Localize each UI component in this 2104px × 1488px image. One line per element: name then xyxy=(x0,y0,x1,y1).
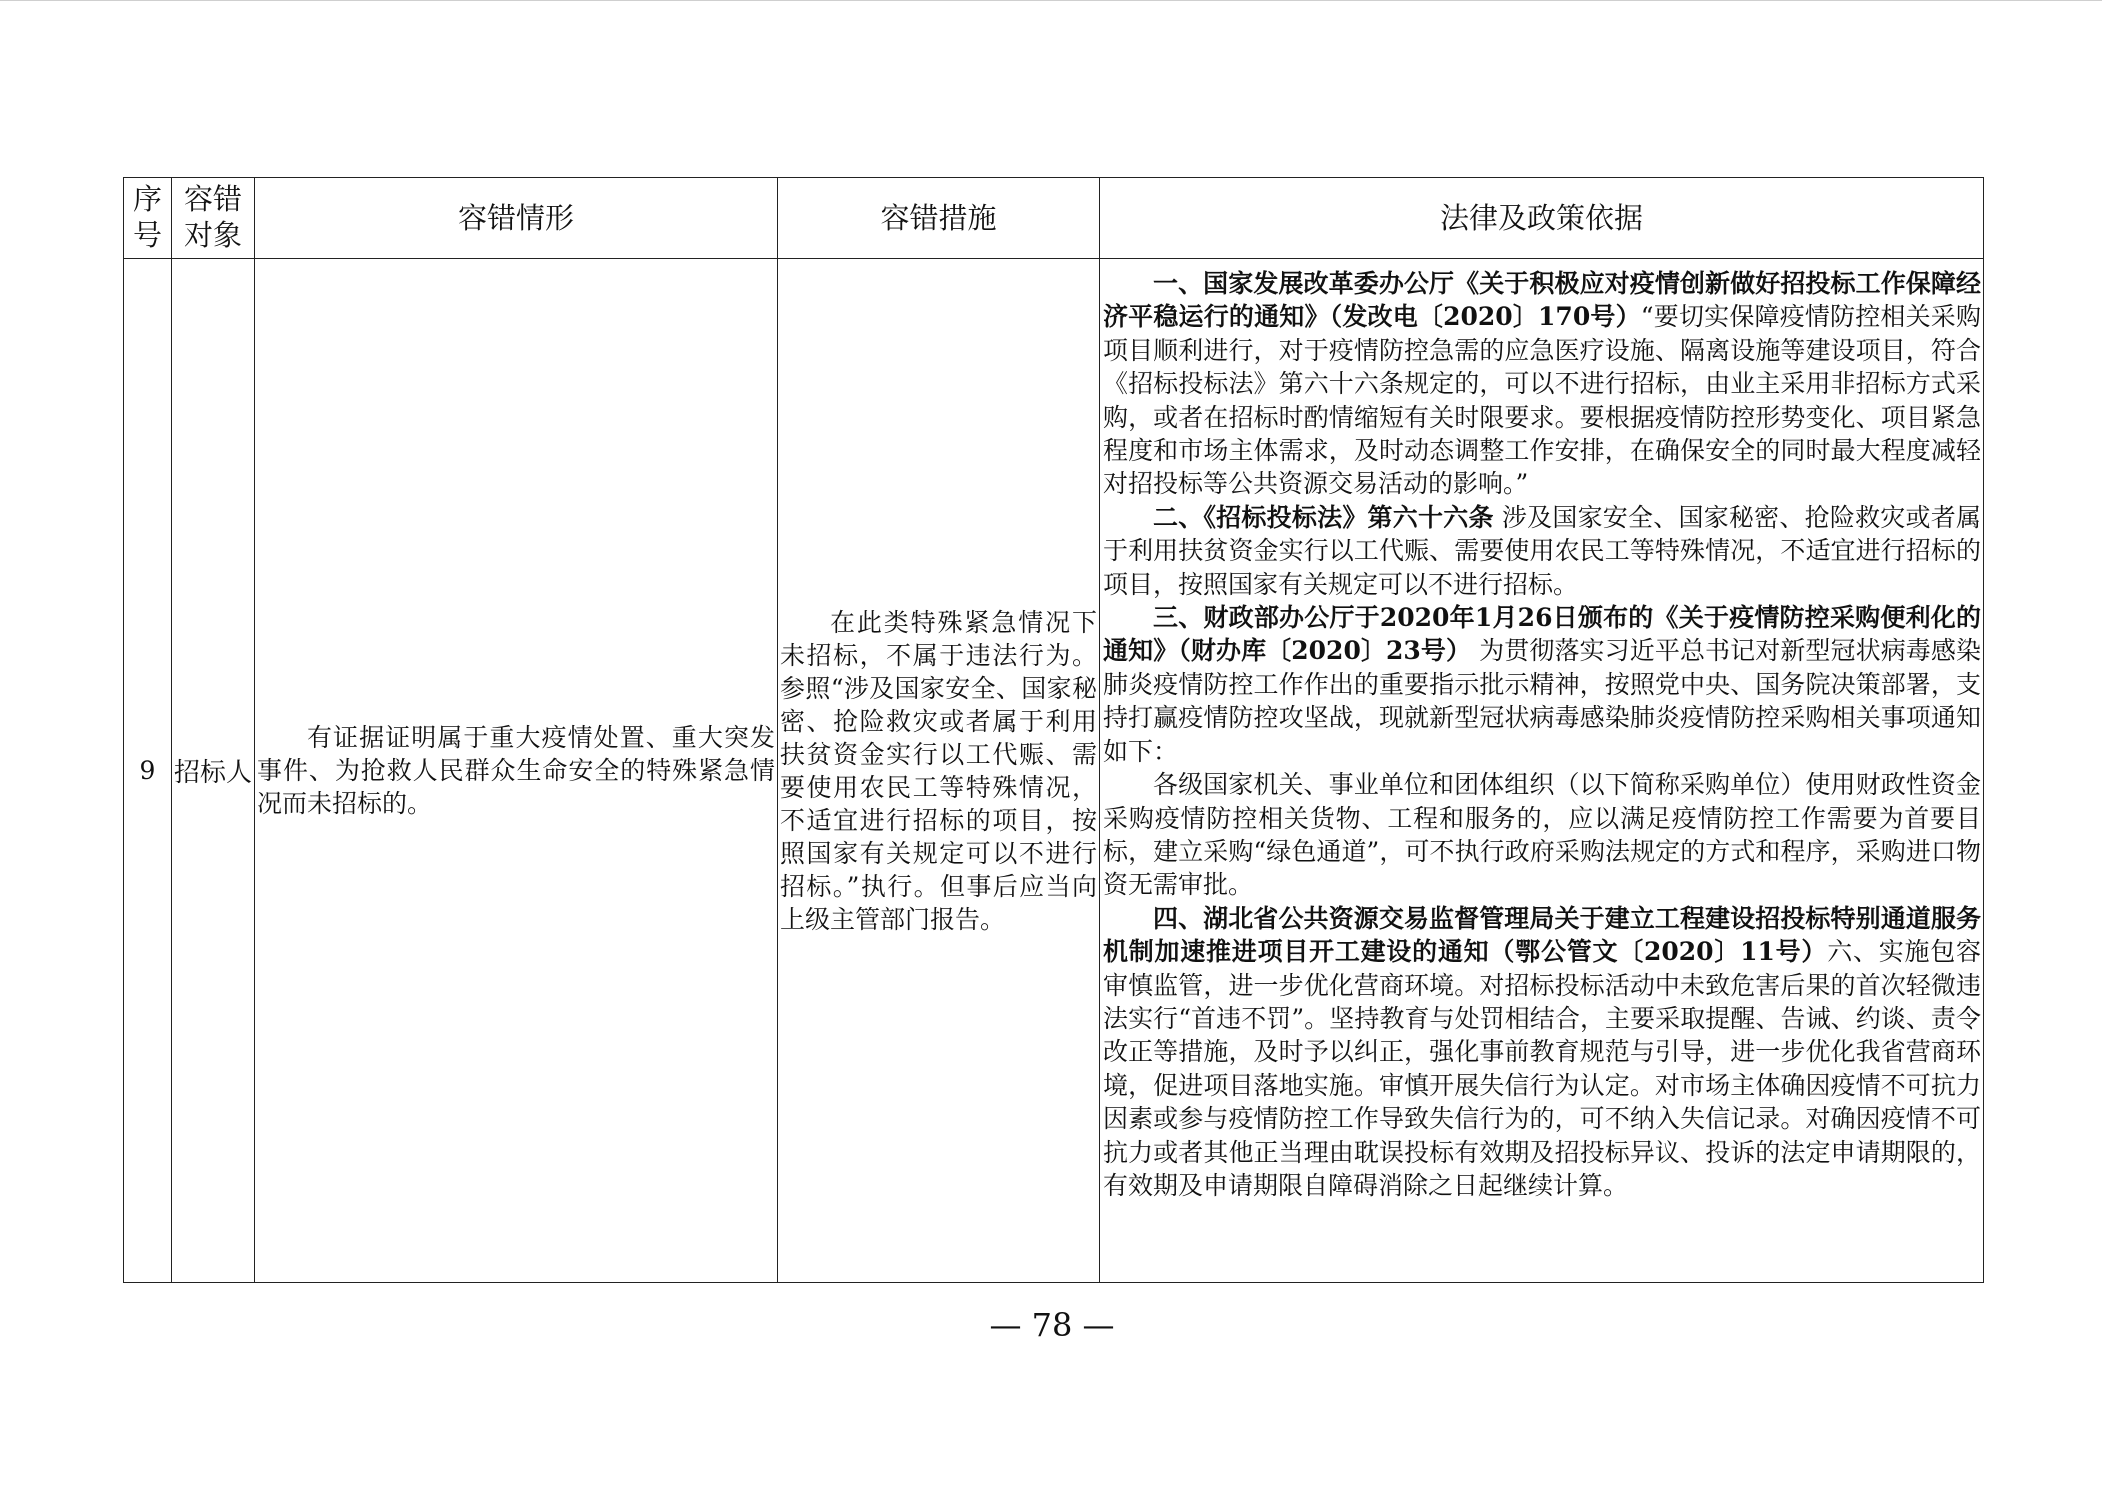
header-situation: 容错情形 xyxy=(255,178,778,259)
basis-heading-2: 二、《招标投标法》第六十六条 xyxy=(1153,502,1494,532)
basis-heading-1: 一、国家发展改革委办公厅《关于积极应对疫情创新做好招投标工作保障经济平稳运行的通知》（发改电〔2020〕170号） xyxy=(1103,269,1981,332)
basis-heading-3: 三、财政部办公厅于2020年1月26日颁布的《关于疫情防控采购便利化的通知》（财办库〔2020〕23号） xyxy=(1103,603,1981,666)
page-number: — 78 — xyxy=(989,1306,1115,1344)
basis-text-4: 各级国家机关、事业单位和团体组织（以下简称采购单位）使用财政性资金采购疫情防控相关货物、工程和服务的，应以满足疫情防控工作需要为首要目标，建立采购“绿色通道”，可不执行政府采购法规定的方式和程序，采购进口物资无需审批。 xyxy=(1103,770,1981,900)
page-top-edge xyxy=(0,0,2102,2)
basis-paragraph-1 xyxy=(1103,267,1981,501)
cell-measure xyxy=(778,259,1100,1283)
basis-paragraph-4 xyxy=(1103,768,1981,902)
basis-paragraph-2 xyxy=(1103,501,1981,601)
table-row xyxy=(124,259,1984,1283)
table-header-row xyxy=(124,178,1984,259)
basis-heading-5: 四、湖北省公共资源交易监督管理局关于建立工程建设招投标特别通道服务机制加速推进项目开工建设的通知（鄂公管文〔2020〕11号） xyxy=(1103,903,1981,967)
header-target: 容错对象 xyxy=(172,178,255,259)
cell-seq: 9 xyxy=(124,259,172,1283)
basis-text-1: “要切实保障疫情防控相关采购项目顺利进行，对于疫情防控急需的应急医疗设施、隔离设施等建设项目，符合《招标投标法》第六十六条规定的，可以不进行招标，由业主采用非招标方式采购，或者在招标时酌情缩短有关时限要求。要根据疫情防控形势变化、项目紧急程度和市场主体需求，及时动态调整工作安排，在确保安全的同时最大程度减轻对招投标等公共资源交易活动的影响。” xyxy=(1103,302,1981,499)
situation-text: 有证据证明属于重大疫情处置、重大突发事件、为抢救人民群众生命安全的特殊紧急情况而未招标的。 xyxy=(257,723,775,818)
cell-basis xyxy=(1100,259,1984,1283)
basis-paragraph-5 xyxy=(1103,902,1981,1203)
header-measure: 容错措施 xyxy=(778,178,1100,259)
measure-text: 在此类特殊紧急情况下未招标，不属于违法行为。参照“涉及国家安全、国家秘密、抢险救灾或者属于利用扶贫资金实行以工代赈、需要使用农民工等特殊情况，不适宜进行招标的项目，按照国家有关规定可以不进行招标。”执行。但事后应当向上级主管部门报告。 xyxy=(780,607,1097,934)
header-basis: 法律及政策依据 xyxy=(1100,178,1984,259)
basis-text-5: 六、实施包容审慎监管，进一步优化营商环境。对招标投标活动中未致危害后果的首次轻微违法实行“首违不罚”。坚持教育与处罚相结合，主要采取提醒、告诫、约谈、责令改正等措施，及时予以纠正，强化事前教育规范与引导，进一步优化我省营商环境，促进项目落地实施。审慎开展失信行为认定。对市场主体确因疫情不可抗力因素或参与疫情防控工作导致失信行为的，可不纳入失信记录。对确因疫情不可抗力或者其他正当理由耽误投标有效期及招投标异议、投诉的法定申请期限的，有效期及申请期限自障碍消除之日起继续计算。 xyxy=(1103,937,1981,1200)
fault-tolerance-table xyxy=(123,177,1984,1283)
basis-paragraph-3 xyxy=(1103,601,1981,768)
header-seq: 序号 xyxy=(124,178,172,259)
basis-text-2: 涉及国家安全、国家秘密、抢险救灾或者属于利用扶贫资金实行以工代赈、需要使用农民工等特殊情况，不适宜进行招标的项目，按照国家有关规定可以不进行招标。 xyxy=(1103,502,1981,599)
cell-target: 招标人 xyxy=(172,259,255,1283)
basis-text-3: 为贯彻落实习近平总书记对新型冠状病毒感染肺炎疫情防控工作作出的重要指示批示精神，按照党中央、国务院决策部署，支持打赢疫情防控攻坚战，现就新型冠状病毒感染肺炎疫情防控采购相关事项通知如下： xyxy=(1103,636,1981,766)
cell-situation xyxy=(255,259,778,1283)
